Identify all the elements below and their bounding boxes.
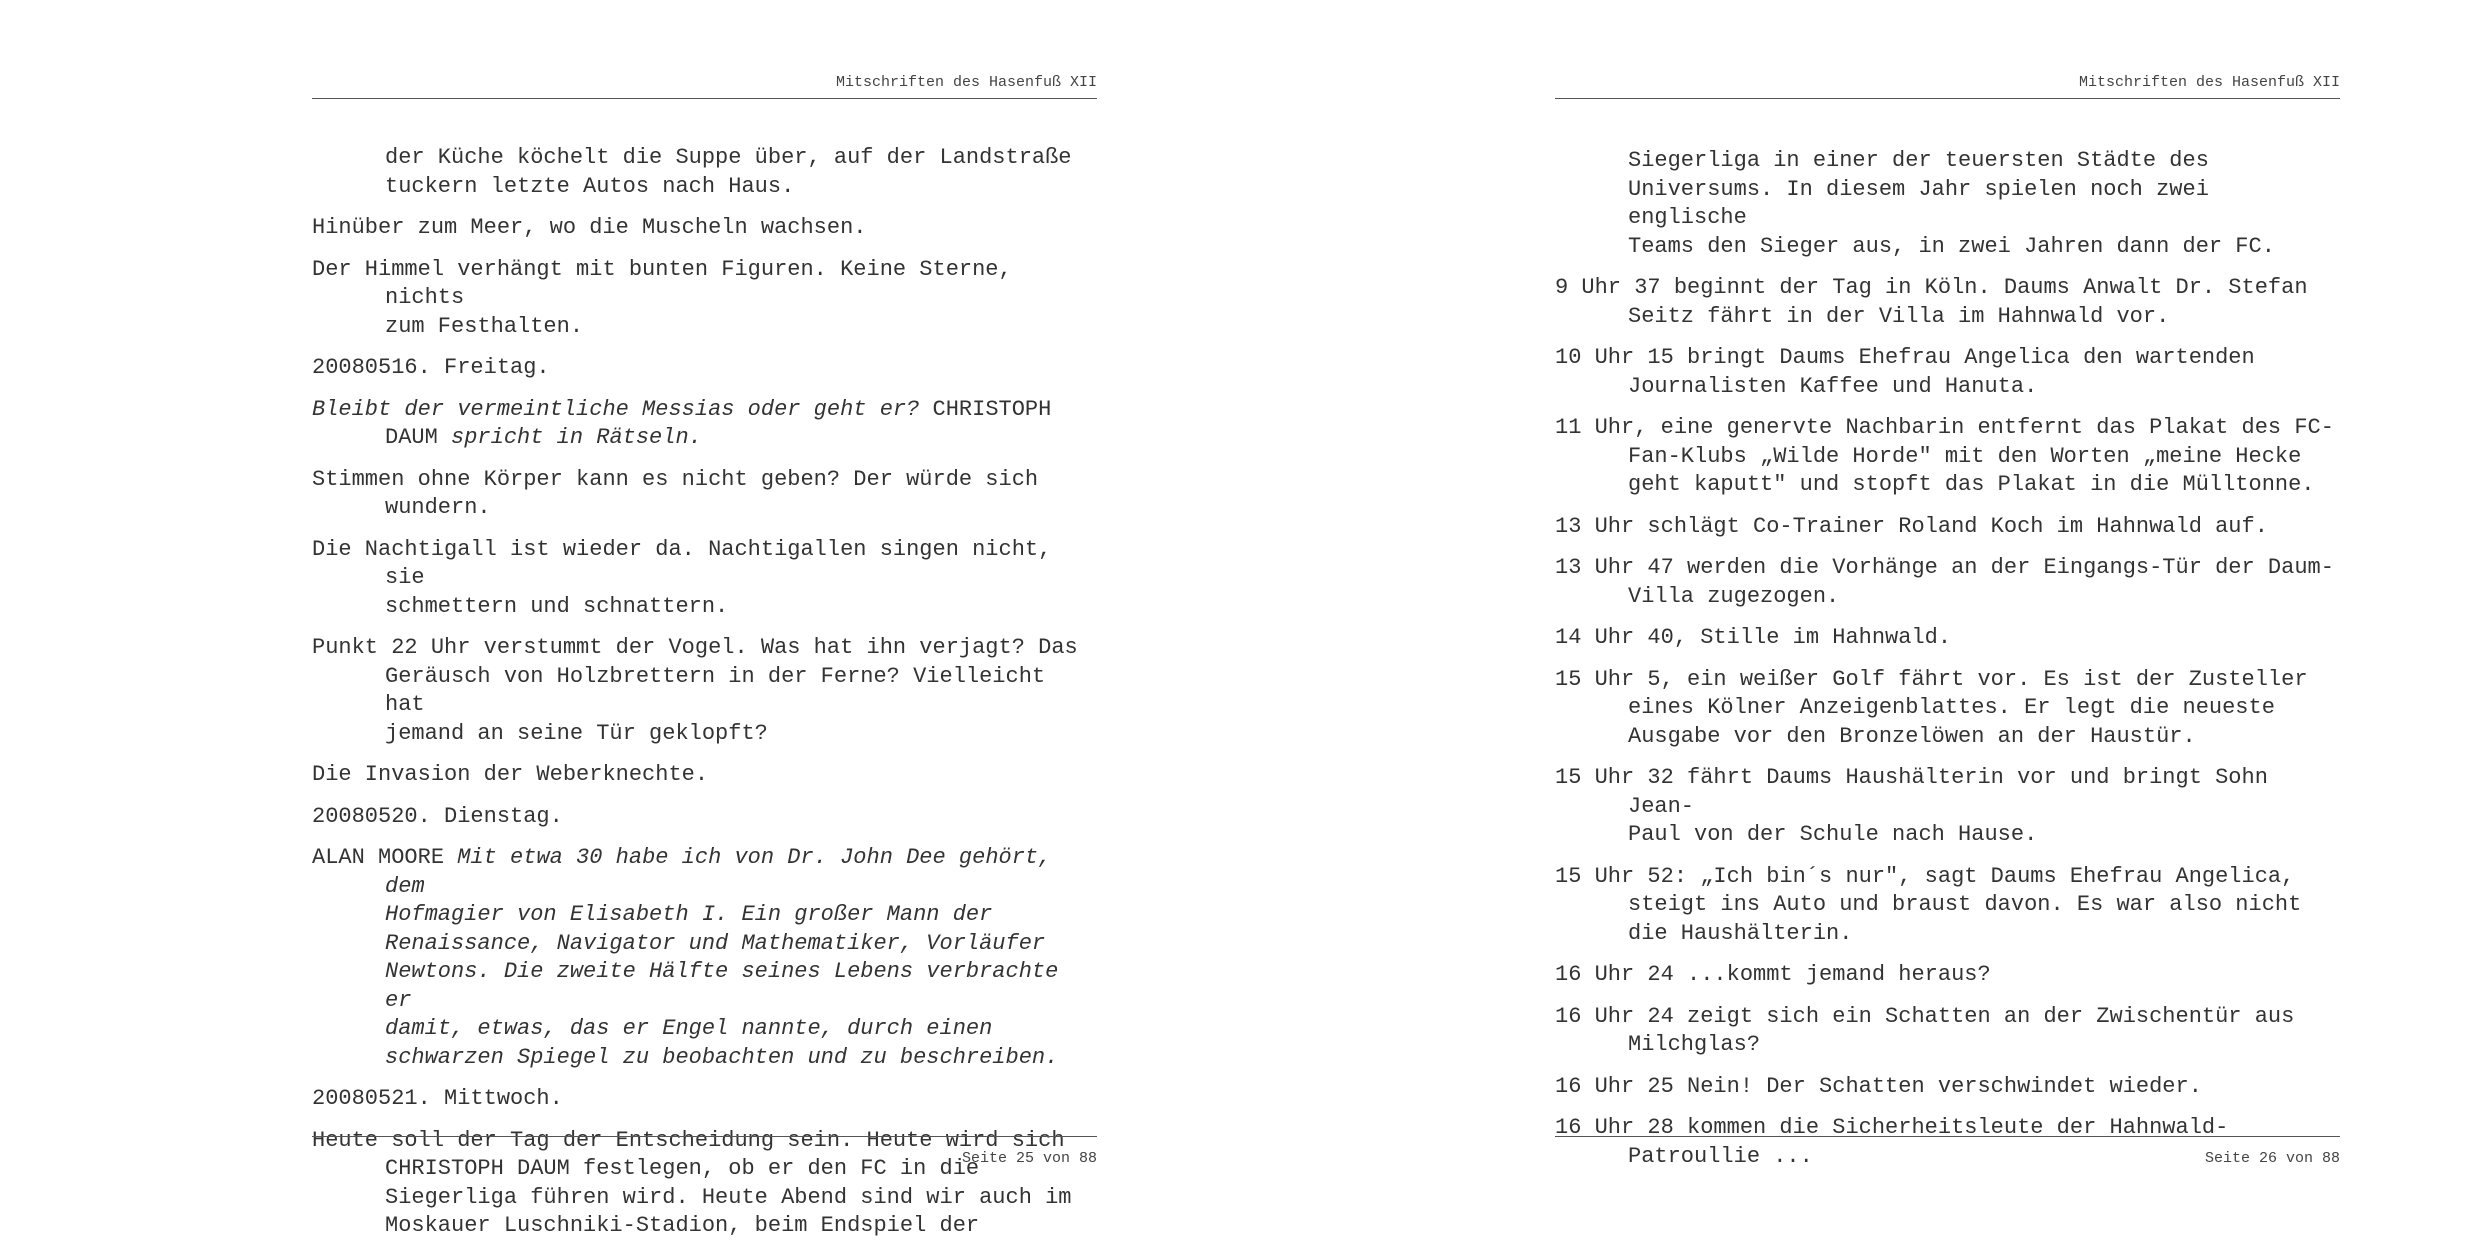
paragraph [312, 214, 1097, 243]
paragraph [312, 761, 1097, 790]
text-run: ALAN MOORE [312, 845, 458, 870]
footer-rule [1555, 1136, 2340, 1137]
paragraph [1555, 764, 2340, 850]
italic-text: Mit etwa 30 habe ich von Dr. John Dee gehört, dem Hofmagier von Elisabeth I. Ein großer Mann der Renaissance, Navigator und Mathematiker, Vorläufer Newtons. Die zweite Hälfte seines Lebens verbrachte er damit, etwas, das er Engel nannte, durch einen schwarzen Spiegel zu beobachten und zu beschreiben. [385, 845, 1059, 1070]
page-number: Seite 26 von 88 [2204, 1150, 2340, 1167]
header-rule [312, 98, 1097, 99]
page-body [1555, 147, 2340, 1184]
footer-rule [312, 1136, 1097, 1137]
paragraph [1555, 414, 2340, 500]
paragraph [312, 634, 1097, 748]
running-header: Mitschriften des Hasenfuß XII [835, 74, 1097, 91]
paragraph [312, 354, 1097, 383]
header-rule [1555, 98, 2340, 99]
paragraph [312, 1127, 1097, 1241]
text-run: 14 Uhr 40, Stille im Hahnwald. [1555, 625, 1952, 650]
page-number: Seite 25 von 88 [961, 1150, 1097, 1167]
paragraph [312, 144, 1097, 201]
text-run: 16 Uhr 28 kommen die Sicherheitsleute der Hahnwald- Patroullie ... [1555, 1115, 2229, 1169]
text-run: der Küche köchelt die Suppe über, auf der Landstraße tuckern letzte Autos nach Haus. [385, 145, 1072, 199]
paragraph [1555, 961, 2340, 990]
text-run: 11 Uhr, eine genervte Nachbarin entfernt das Plakat des FC- Fan-Klubs „Wilde Horde" mit den Worten „meine Hecke geht kaputt" und stopft das Plakat in die Mülltonne. [1555, 415, 2334, 497]
paragraph [312, 396, 1097, 453]
text-run: Heute soll der Tag der Entscheidung sein. Heute wird sich CHRISTOPH DAUM festlegen, ob er den FC in die Siegerliga führen wird. Heute Abend sind wir auch im Moskauer Luschniki-Stadion, beim Endspiel der [312, 1127, 1072, 1238]
paragraph [1555, 624, 2340, 653]
paragraph [312, 803, 1097, 832]
paragraph [1555, 274, 2340, 331]
paragraph [1555, 513, 2340, 542]
running-header: Mitschriften des Hasenfuß XII [2078, 74, 2340, 91]
paragraph [1555, 863, 2340, 949]
text-run: 16 Uhr 24 ...kommt jemand heraus? [1555, 962, 1991, 987]
paragraph [312, 1085, 1097, 1114]
text-run: Die Nachtigall ist wieder da. Nachtigallen singen nicht, sie schmettern und schnattern. [312, 536, 1052, 619]
text-run: 13 Uhr 47 werden die Vorhänge an der Eingangs-Tür der Daum- Villa zugezogen. [1555, 555, 2334, 609]
text-run: CHRISTOPH DAUM [385, 396, 1052, 450]
left-page [312, 0, 1097, 1240]
paragraph [312, 536, 1097, 622]
text-run: Siegerliga in einer der teuersten Städte des Universums. In diesem Jahr spielen noch zwei englische Teams den Sieger aus, in zwei Jahren dann der FC. [1628, 148, 2275, 259]
page-body [312, 144, 1097, 1254]
text-run: 20080521. Mittwoch. [312, 1086, 563, 1111]
text-run: Der Himmel verhängt mit bunten Figuren. Keine Sterne, nichts zum Festhalten. [312, 256, 1012, 339]
paragraph [312, 256, 1097, 342]
paragraph [1555, 666, 2340, 752]
text-run: Hinüber zum Meer, wo die Muscheln wachsen. [312, 215, 867, 240]
text-run: 20080516. Freitag. [312, 355, 550, 380]
text-run: 15 Uhr 32 fährt Daums Haushälterin vor und bringt Sohn Jean- Paul von der Schule nach Hause. [1555, 765, 2268, 847]
text-run: Stimmen ohne Körper kann es nicht geben? Der würde sich wundern. [312, 466, 1039, 520]
text-run: 16 Uhr 25 Nein! Der Schatten verschwindet wieder. [1555, 1073, 2202, 1099]
text-run: 16 Uhr 24 zeigt sich ein Schatten an der Zwischentür aus Milchglas? [1555, 1003, 2295, 1057]
text-run: 9 Uhr 37 beginnt der Tag in Köln. Daums Anwalt Dr. Stefan Seitz fährt in der Villa im Hahnwald vor. [1555, 275, 2308, 329]
italic-text: spricht in Rätseln. [451, 425, 702, 450]
right-page [1555, 0, 2340, 1240]
text-run: 20080520. Dienstag. [312, 803, 563, 829]
italic-text: Bleibt der vermeintliche Messias oder geht er? [312, 396, 920, 422]
paragraph [312, 466, 1097, 523]
paragraph [1555, 147, 2340, 261]
text-run: Die Invasion der Weberknechte. [312, 762, 709, 787]
paragraph [1555, 1003, 2340, 1060]
paragraph [1555, 554, 2340, 611]
text-run: 10 Uhr 15 bringt Daums Ehefrau Angelica den wartenden Journalisten Kaffee und Hanuta. [1555, 345, 2255, 399]
text-run: 15 Uhr 52: „Ich bin´s nur", sagt Daums Ehefrau Angelica, steigt ins Auto und braust davon. Es war also nicht die Haushälterin. [1555, 863, 2302, 946]
text-run: Punkt 22 Uhr verstummt der Vogel. Was hat ihn verjagt? Das Geräusch von Holzbrettern in der Ferne? Vielleicht hat jemand an seine Tür geklopft? [312, 635, 1078, 746]
text-run: 13 Uhr schlägt Co-Trainer Roland Koch im Hahnwald auf. [1555, 513, 2268, 539]
paragraph [1555, 1073, 2340, 1102]
text-run: 15 Uhr 5, ein weißer Golf fährt vor. Es ist der Zusteller eines Kölner Anzeigenblattes. Er legt die neueste Ausgabe vor den Bronzelöwen an der Haustür. [1555, 666, 2308, 749]
paragraph [1555, 344, 2340, 401]
paragraph [312, 844, 1097, 1072]
